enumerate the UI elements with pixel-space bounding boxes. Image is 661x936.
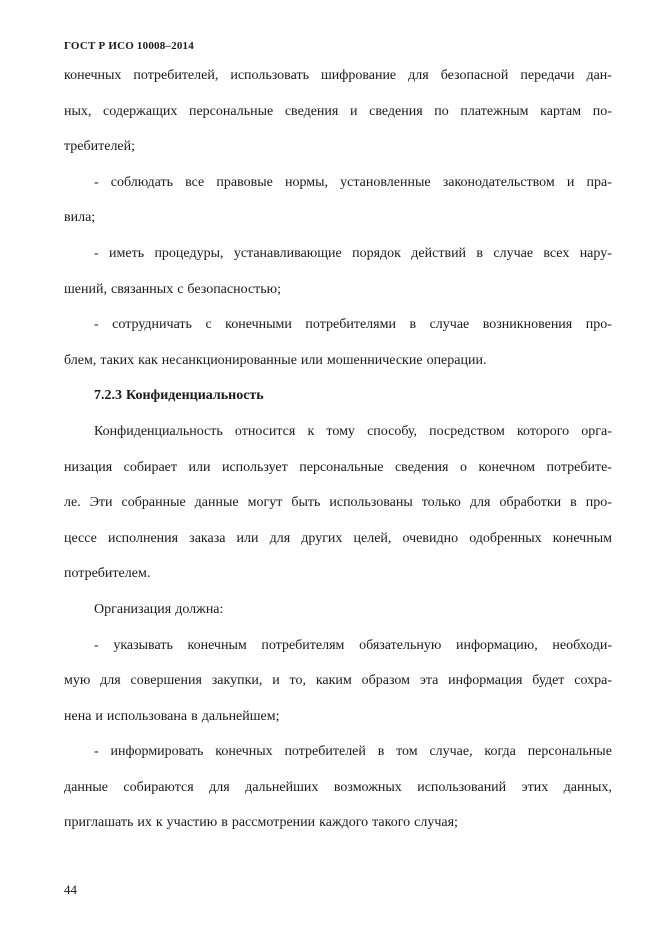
text-line: цессе исполнения заказа или для других целей, очевидно одобренных конечным — [64, 530, 612, 546]
text-line: - информировать конечных потребителей в том случае, когда персональные — [94, 744, 612, 760]
page-number: 44 — [64, 882, 77, 897]
text-line: - сотрудничать с конечными потребителями в случае возникновения про- — [94, 317, 612, 333]
text-line: ле. Эти собранные данные могут быть использованы только для обработки в про- — [64, 495, 612, 511]
text-line: требителей; — [64, 139, 136, 155]
section-heading: 7.2.3 Конфиденциальность — [94, 388, 264, 404]
text-line: вила; — [64, 210, 96, 226]
text-line: - иметь процедуры, устанавливающие порядок действий в случае всех нару- — [94, 245, 612, 261]
document-body — [64, 62, 612, 845]
text-line: приглашать их к участию в рассмотрении каждого такого случая; — [64, 815, 458, 831]
text-line: конечных потребителей, использовать шифрование для безопасной передачи дан- — [64, 68, 612, 83]
text-line: мую для совершения закупки, и то, каким образом эта информация будет сохра- — [64, 673, 612, 689]
text-line: - указывать конечным потребителям обязательную информацию, необходи- — [94, 637, 612, 653]
text-line: низация собирает или использует персональные сведения о конечном потребите- — [64, 459, 612, 475]
text-line: ных, содержащих персональные сведения и сведения по платежным картам по- — [64, 103, 612, 119]
text-line: Организация должна: — [94, 601, 224, 617]
text-line: нена и использована в дальнейшем; — [64, 708, 280, 724]
text-line: Конфиденциальность относится к тому способу, посредством которого орга- — [94, 423, 612, 439]
text-line: шений, связанных с безопасностью; — [64, 281, 282, 297]
standard-header: ГОСТ Р ИСО 10008–2014 — [64, 40, 194, 52]
text-line: данные собираются для дальнейших возможных использований этих данных, — [64, 779, 612, 795]
text-line: потребителем. — [64, 566, 151, 582]
text-line: - соблюдать все правовые нормы, установленные законодательством и пра- — [94, 174, 612, 190]
text-line: блем, таких как несанкционированные или мошеннические операции. — [64, 352, 487, 368]
